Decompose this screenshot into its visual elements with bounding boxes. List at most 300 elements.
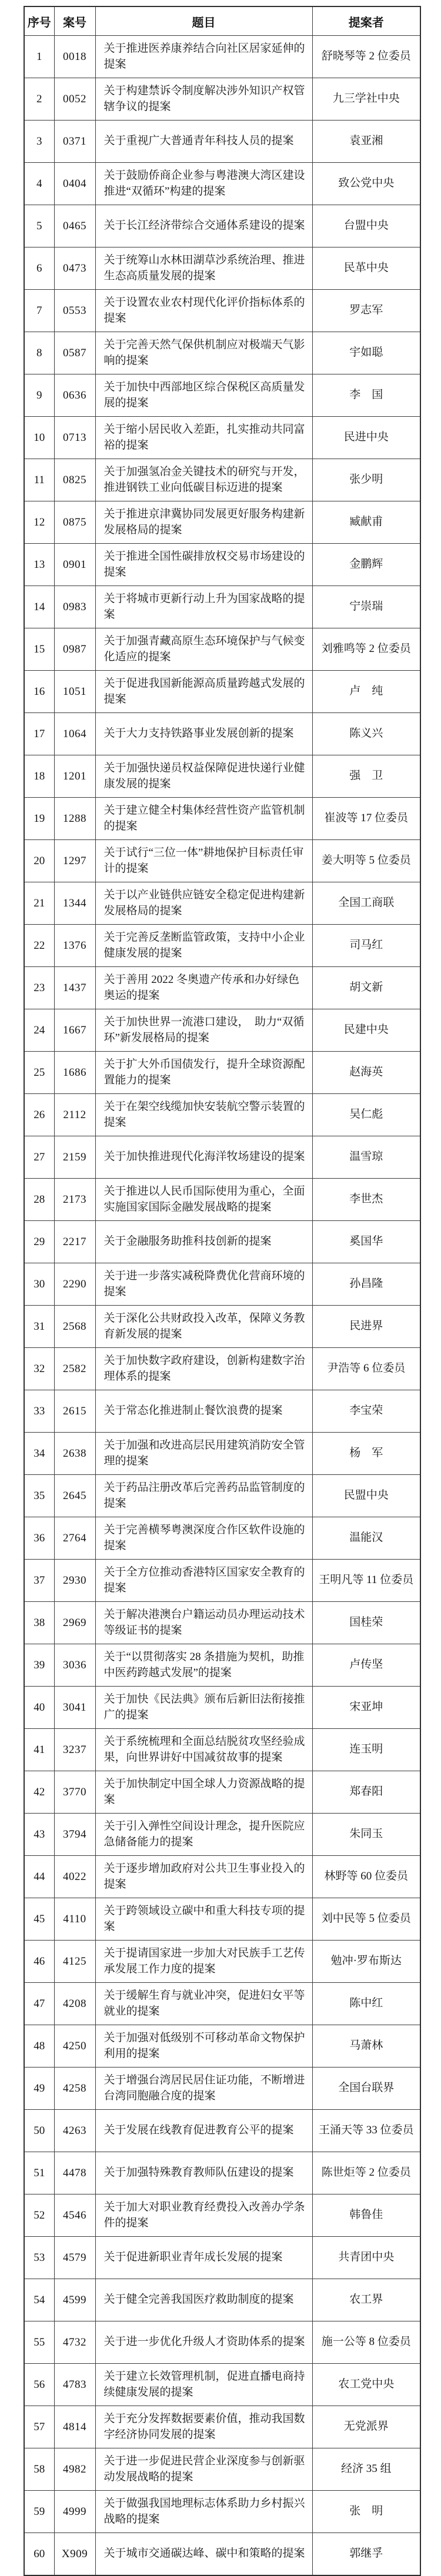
row-case-number: 2930 bbox=[54, 1560, 95, 1602]
row-seq: 29 bbox=[24, 1221, 54, 1263]
row-proposer: 姜大明等 5 位委员 bbox=[312, 840, 420, 882]
table-row bbox=[24, 1644, 420, 1687]
row-proposer: 强 卫 bbox=[312, 755, 420, 798]
row-case-number: 0018 bbox=[54, 36, 95, 78]
row-case-number: 0901 bbox=[54, 544, 95, 586]
row-seq: 53 bbox=[24, 2237, 54, 2279]
table-row bbox=[24, 1348, 420, 1390]
row-case-number: 0052 bbox=[54, 78, 95, 121]
row-title: 关于全方位推动香港特区国家安全教育的提案 bbox=[95, 1560, 312, 1602]
table-header-row bbox=[24, 6, 420, 36]
row-title: 关于建立长效管理机制，促进直播电商持续健康发展的提案 bbox=[95, 2364, 312, 2406]
row-proposer: 孙昌隆 bbox=[312, 1263, 420, 1306]
row-seq: 39 bbox=[24, 1644, 54, 1687]
row-title: 关于提请国家进一步加大对民族手工艺传承发展工作力度的提案 bbox=[95, 1941, 312, 1983]
row-title: 关于城市交通碳达峰、碳中和策略的提案 bbox=[95, 2533, 312, 2576]
row-title: 关于健全完善我国医疗救助制度的提案 bbox=[95, 2279, 312, 2321]
row-case-number: 4814 bbox=[54, 2406, 95, 2448]
table-row bbox=[24, 586, 420, 628]
row-case-number: 0875 bbox=[54, 501, 95, 544]
row-title: 关于加快中西部地区综合保税区高质量发展的提案 bbox=[95, 374, 312, 417]
row-proposer: 九三学社中央 bbox=[312, 78, 420, 121]
row-proposer: 郑春阳 bbox=[312, 1771, 420, 1814]
row-proposer: 施一公等 8 位委员 bbox=[312, 2321, 420, 2364]
row-seq: 8 bbox=[24, 332, 54, 374]
row-title: 关于设置农业农村现代化评价指标体系的提案 bbox=[95, 290, 312, 332]
row-case-number: 1344 bbox=[54, 882, 95, 925]
row-case-number: 2582 bbox=[54, 1348, 95, 1390]
row-case-number: 3041 bbox=[54, 1687, 95, 1729]
row-title: 关于促进我国新能源高质量跨越式发展的提案 bbox=[95, 671, 312, 713]
row-proposer: 韩鲁佳 bbox=[312, 2194, 420, 2237]
row-title: 关于深化公共财政投入改革，保障义务教育新发展的提案 bbox=[95, 1306, 312, 1348]
row-case-number: 1667 bbox=[54, 1009, 95, 1052]
row-title: 关于增强台湾居民居住证功能，不断增进台湾同胞融合度的提案 bbox=[95, 2068, 312, 2110]
row-proposer: 金鹏辉 bbox=[312, 544, 420, 586]
table-row bbox=[24, 501, 420, 544]
row-proposer: 温能汉 bbox=[312, 1517, 420, 1560]
row-seq: 52 bbox=[24, 2194, 54, 2237]
row-seq: 43 bbox=[24, 1814, 54, 1856]
row-title: 关于扩大外币国债发行，提升全球资源配置能力的提案 bbox=[95, 1052, 312, 1094]
table-row bbox=[24, 2448, 420, 2491]
row-case-number: 3770 bbox=[54, 1771, 95, 1814]
row-proposer: 勉冲·罗布斯达 bbox=[312, 1941, 420, 1983]
row-proposer: 全国工商联 bbox=[312, 882, 420, 925]
row-title: 关于鼓励侨商企业参与粤港澳大湾区建设推进“双循环”构建的提案 bbox=[95, 163, 312, 205]
row-case-number: 2159 bbox=[54, 1136, 95, 1179]
row-seq: 19 bbox=[24, 798, 54, 840]
row-title: 关于完善天然气保供机制应对极端天气影响的提案 bbox=[95, 332, 312, 374]
row-title: 关于加快世界一流港口建设， 助力“双循环”新发展格局的提案 bbox=[95, 1009, 312, 1052]
table-row bbox=[24, 2068, 420, 2110]
row-proposer: 李 国 bbox=[312, 374, 420, 417]
row-case-number: 1051 bbox=[54, 671, 95, 713]
row-proposer: 经济 35 组 bbox=[312, 2448, 420, 2491]
row-title: 关于“以贯彻落实 28 条措施为契机，助推中医药跨越式发展”的提案 bbox=[95, 1644, 312, 1687]
row-case-number: 1201 bbox=[54, 755, 95, 798]
row-title: 关于促进新职业青年成长发展的提案 bbox=[95, 2237, 312, 2279]
row-case-number: 2112 bbox=[54, 1094, 95, 1136]
row-case-number: 3036 bbox=[54, 1644, 95, 1687]
table-row bbox=[24, 1221, 420, 1263]
row-seq: 17 bbox=[24, 713, 54, 755]
row-seq: 30 bbox=[24, 1263, 54, 1306]
row-title: 关于加快数字政府建设，创新构建数字治理体系的提案 bbox=[95, 1348, 312, 1390]
row-seq: 28 bbox=[24, 1179, 54, 1221]
row-title: 关于引入弹性空间设计理念，提升医院应急储备能力的提案 bbox=[95, 1814, 312, 1856]
row-case-number: 1686 bbox=[54, 1052, 95, 1094]
row-case-number: 4982 bbox=[54, 2448, 95, 2491]
table-row bbox=[24, 417, 420, 459]
row-proposer: 共青团中央 bbox=[312, 2237, 420, 2279]
row-proposer: 宋亚坤 bbox=[312, 1687, 420, 1729]
row-seq: 41 bbox=[24, 1729, 54, 1771]
row-seq: 37 bbox=[24, 1560, 54, 1602]
row-case-number: 0983 bbox=[54, 586, 95, 628]
table-row bbox=[24, 1941, 420, 1983]
row-proposer: 全国台联界 bbox=[312, 2068, 420, 2110]
row-case-number: 2568 bbox=[54, 1306, 95, 1348]
row-case-number: 4579 bbox=[54, 2237, 95, 2279]
table-row bbox=[24, 290, 420, 332]
row-title: 关于常态化推进制止餐饮浪费的提案 bbox=[95, 1390, 312, 1433]
row-title: 关于进一步优化升级人才资助体系的提案 bbox=[95, 2321, 312, 2364]
table-row bbox=[24, 1814, 420, 1856]
row-title: 关于推进以人民币国际使用为重心，全面实施国家国际金融发展战略的提案 bbox=[95, 1179, 312, 1221]
row-seq: 25 bbox=[24, 1052, 54, 1094]
row-proposer: 王涌天等 33 位委员 bbox=[312, 2110, 420, 2152]
row-case-number: 2764 bbox=[54, 1517, 95, 1560]
table-row bbox=[24, 967, 420, 1009]
row-seq: 59 bbox=[24, 2491, 54, 2533]
table-row bbox=[24, 2491, 420, 2533]
row-proposer: 司马红 bbox=[312, 925, 420, 967]
row-case-number: 0636 bbox=[54, 374, 95, 417]
table-row bbox=[24, 1433, 420, 1475]
row-case-number: 3794 bbox=[54, 1814, 95, 1856]
row-seq: 3 bbox=[24, 121, 54, 163]
row-case-number: 1288 bbox=[54, 798, 95, 840]
row-title: 关于加强快递员权益保障促进快递行业健康发展的提案 bbox=[95, 755, 312, 798]
row-title: 关于以产业链供应链安全稳定促进构建新发展格局的提案 bbox=[95, 882, 312, 925]
row-case-number: 0371 bbox=[54, 121, 95, 163]
row-case-number: 0404 bbox=[54, 163, 95, 205]
table-row bbox=[24, 2364, 420, 2406]
row-case-number: 4478 bbox=[54, 2152, 95, 2194]
row-proposer: 张少明 bbox=[312, 459, 420, 501]
row-seq: 5 bbox=[24, 205, 54, 247]
row-title: 关于重视广大普通青年科技人员的提案 bbox=[95, 121, 312, 163]
row-proposer: 刘雅鸣等 2 位委员 bbox=[312, 628, 420, 671]
row-proposer: 陈义兴 bbox=[312, 713, 420, 755]
row-title: 关于药品注册改革后完善药品监管制度的提案 bbox=[95, 1475, 312, 1517]
table-row bbox=[24, 882, 420, 925]
row-title: 关于善用 2022 冬奥遗产传承和办好绿色奥运的提案 bbox=[95, 967, 312, 1009]
table-row bbox=[24, 2237, 420, 2279]
table-row bbox=[24, 1136, 420, 1179]
row-case-number: 2290 bbox=[54, 1263, 95, 1306]
table-row bbox=[24, 247, 420, 290]
proposal-table bbox=[24, 6, 421, 2576]
table-row bbox=[24, 2152, 420, 2194]
row-seq: 23 bbox=[24, 967, 54, 1009]
row-case-number: 0587 bbox=[54, 332, 95, 374]
table-row bbox=[24, 1390, 420, 1433]
table-row bbox=[24, 1983, 420, 2025]
table-row bbox=[24, 1009, 420, 1052]
table-row bbox=[24, 1856, 420, 1898]
row-seq: 10 bbox=[24, 417, 54, 459]
table-row bbox=[24, 1687, 420, 1729]
row-proposer: 民盟中央 bbox=[312, 1475, 420, 1517]
row-title: 关于加强特殊教育教师队伍建设的提案 bbox=[95, 2152, 312, 2194]
row-proposer: 赵海英 bbox=[312, 1052, 420, 1094]
row-title: 关于试行“三位一体”耕地保护目标责任审计的提案 bbox=[95, 840, 312, 882]
row-title: 关于加大对职业教育经费投入改善办学条件的提案 bbox=[95, 2194, 312, 2237]
row-case-number: 0825 bbox=[54, 459, 95, 501]
row-proposer: 林野等 60 位委员 bbox=[312, 1856, 420, 1898]
table-row bbox=[24, 671, 420, 713]
table-row bbox=[24, 798, 420, 840]
row-title: 关于加强青藏高原生态环境保护与气候变化适应的提案 bbox=[95, 628, 312, 671]
row-seq: 51 bbox=[24, 2152, 54, 2194]
row-proposer: 吴仁彪 bbox=[312, 1094, 420, 1136]
table-row bbox=[24, 1094, 420, 1136]
row-seq: 55 bbox=[24, 2321, 54, 2364]
row-seq: 14 bbox=[24, 586, 54, 628]
row-title: 关于建立健全村集体经营性资产监管机制的提案 bbox=[95, 798, 312, 840]
row-proposer: 民建中央 bbox=[312, 1009, 420, 1052]
row-proposer: 臧献甫 bbox=[312, 501, 420, 544]
row-case-number: 4208 bbox=[54, 1983, 95, 2025]
row-seq: 58 bbox=[24, 2448, 54, 2491]
row-title: 关于解决港澳台户籍运动员办理运动技术等级证书的提案 bbox=[95, 1602, 312, 1644]
table-row bbox=[24, 374, 420, 417]
row-seq: 4 bbox=[24, 163, 54, 205]
row-proposer: 马萧林 bbox=[312, 2025, 420, 2068]
row-case-number: 1376 bbox=[54, 925, 95, 967]
row-seq: 21 bbox=[24, 882, 54, 925]
row-proposer: 连玉明 bbox=[312, 1729, 420, 1771]
row-seq: 49 bbox=[24, 2068, 54, 2110]
row-title: 关于跨领域设立碳中和重大科技专项的提案 bbox=[95, 1898, 312, 1941]
row-seq: 44 bbox=[24, 1856, 54, 1898]
row-seq: 47 bbox=[24, 1983, 54, 2025]
row-title: 关于在架空线缆加快安装航空警示装置的提案 bbox=[95, 1094, 312, 1136]
row-seq: 16 bbox=[24, 671, 54, 713]
row-title: 关于金融服务助推科技创新的提案 bbox=[95, 1221, 312, 1263]
row-title: 关于进一步落实减税降费优化营商环境的提案 bbox=[95, 1263, 312, 1306]
row-seq: 24 bbox=[24, 1009, 54, 1052]
row-seq: 31 bbox=[24, 1306, 54, 1348]
row-case-number: 4258 bbox=[54, 2068, 95, 2110]
row-title: 关于完善横琴粤澳深度合作区软件设施的提案 bbox=[95, 1517, 312, 1560]
row-seq: 11 bbox=[24, 459, 54, 501]
table-row bbox=[24, 2194, 420, 2237]
row-proposer: 卢传坚 bbox=[312, 1644, 420, 1687]
row-proposer: 温雪琼 bbox=[312, 1136, 420, 1179]
row-title: 关于统筹山水林田湖草沙系统治理、推进生态高质量发展的提案 bbox=[95, 247, 312, 290]
row-proposer: 宇如聪 bbox=[312, 332, 420, 374]
row-seq: 35 bbox=[24, 1475, 54, 1517]
table-row bbox=[24, 36, 420, 78]
row-seq: 46 bbox=[24, 1941, 54, 1983]
table-row bbox=[24, 459, 420, 501]
row-seq: 15 bbox=[24, 628, 54, 671]
table-row bbox=[24, 1560, 420, 1602]
table-row bbox=[24, 1179, 420, 1221]
row-seq: 50 bbox=[24, 2110, 54, 2152]
row-proposer: 奚国华 bbox=[312, 1221, 420, 1263]
row-seq: 60 bbox=[24, 2533, 54, 2576]
row-seq: 9 bbox=[24, 374, 54, 417]
row-seq: 6 bbox=[24, 247, 54, 290]
row-case-number: 0465 bbox=[54, 205, 95, 247]
row-seq: 2 bbox=[24, 78, 54, 121]
row-proposer: 台盟中央 bbox=[312, 205, 420, 247]
row-title: 关于加强和改进高层民用建筑消防安全管理的提案 bbox=[95, 1433, 312, 1475]
row-case-number: 2645 bbox=[54, 1475, 95, 1517]
row-title: 关于加强对低级别不可移动革命文物保护利用的提案 bbox=[95, 2025, 312, 2068]
table-row bbox=[24, 628, 420, 671]
row-proposer: 刘中民等 5 位委员 bbox=[312, 1898, 420, 1941]
table-row bbox=[24, 163, 420, 205]
col-header-proposer: 提案者 bbox=[312, 6, 420, 36]
row-proposer: 宁崇瑞 bbox=[312, 586, 420, 628]
row-case-number: 1437 bbox=[54, 967, 95, 1009]
table-row bbox=[24, 1306, 420, 1348]
row-title: 关于发展在线教育促进教育公平的提案 bbox=[95, 2110, 312, 2152]
row-seq: 38 bbox=[24, 1602, 54, 1644]
col-header-title: 题目 bbox=[95, 6, 312, 36]
table-row bbox=[24, 2406, 420, 2448]
table-row bbox=[24, 2279, 420, 2321]
table-row bbox=[24, 1771, 420, 1814]
row-title: 关于加强氢冶金关键技术的研究与开发，推进钢铁工业向低碳目标迈进的提案 bbox=[95, 459, 312, 501]
row-seq: 57 bbox=[24, 2406, 54, 2448]
table-row bbox=[24, 332, 420, 374]
row-case-number: 0987 bbox=[54, 628, 95, 671]
table-row bbox=[24, 2025, 420, 2068]
row-proposer: 朱同玉 bbox=[312, 1814, 420, 1856]
row-proposer: 崔波等 17 位委员 bbox=[312, 798, 420, 840]
row-title: 关于推进医养康养结合向社区居家延伸的提案 bbox=[95, 36, 312, 78]
table-body bbox=[24, 36, 420, 2576]
row-proposer: 张 明 bbox=[312, 2491, 420, 2533]
row-title: 关于长江经济带综合交通体系建设的提案 bbox=[95, 205, 312, 247]
row-title: 关于进一步促进民营企业深度参与创新驱动发展战略的提案 bbox=[95, 2448, 312, 2491]
row-proposer: 李宝荣 bbox=[312, 1390, 420, 1433]
row-title: 关于系统梳理和全面总结脱贫攻坚经验成果，向世界讲好中国减贫故事的提案 bbox=[95, 1729, 312, 1771]
row-seq: 13 bbox=[24, 544, 54, 586]
table-row bbox=[24, 840, 420, 882]
col-header-case-number: 案号 bbox=[54, 6, 95, 36]
row-case-number: 4110 bbox=[54, 1898, 95, 1941]
table-row bbox=[24, 925, 420, 967]
row-case-number: 4599 bbox=[54, 2279, 95, 2321]
col-header-seq: 序号 bbox=[24, 6, 54, 36]
row-seq: 54 bbox=[24, 2279, 54, 2321]
row-case-number: 1064 bbox=[54, 713, 95, 755]
row-proposer: 陈中红 bbox=[312, 1983, 420, 2025]
row-title: 关于构建禁诉令制度解决涉外知识产权管辖争议的提案 bbox=[95, 78, 312, 121]
row-title: 关于加快制定中国全球人力资源战略的提案 bbox=[95, 1771, 312, 1814]
row-proposer: 王明凡等 11 位委员 bbox=[312, 1560, 420, 1602]
row-seq: 48 bbox=[24, 2025, 54, 2068]
row-proposer: 卢 纯 bbox=[312, 671, 420, 713]
row-seq: 34 bbox=[24, 1433, 54, 1475]
row-proposer: 尹浩等 6 位委员 bbox=[312, 1348, 420, 1390]
table-row bbox=[24, 1052, 420, 1094]
row-proposer: 杨 军 bbox=[312, 1433, 420, 1475]
row-proposer: 农工党中央 bbox=[312, 2364, 420, 2406]
table-row bbox=[24, 205, 420, 247]
row-title: 关于逐步增加政府对公共卫生事业投入的提案 bbox=[95, 1856, 312, 1898]
table-row bbox=[24, 1263, 420, 1306]
row-title: 关于充分发挥数据要素价值，推动我国数字经济协同发展的提案 bbox=[95, 2406, 312, 2448]
row-seq: 27 bbox=[24, 1136, 54, 1179]
row-case-number: 4546 bbox=[54, 2194, 95, 2237]
row-seq: 26 bbox=[24, 1094, 54, 1136]
table-row bbox=[24, 121, 420, 163]
table-row bbox=[24, 713, 420, 755]
row-title: 关于缩小居民收入差距，扎实推动共同富裕的提案 bbox=[95, 417, 312, 459]
row-case-number: 2969 bbox=[54, 1602, 95, 1644]
row-proposer: 致公党中央 bbox=[312, 163, 420, 205]
row-case-number: X909 bbox=[54, 2533, 95, 2576]
table-row bbox=[24, 1475, 420, 1517]
row-proposer: 无党派界 bbox=[312, 2406, 420, 2448]
row-proposer: 袁亚湘 bbox=[312, 121, 420, 163]
row-case-number: 4999 bbox=[54, 2491, 95, 2533]
row-title: 关于推进全国性碳排放权交易市场建设的提案 bbox=[95, 544, 312, 586]
table-row bbox=[24, 755, 420, 798]
row-proposer: 舒晓琴等 2 位委员 bbox=[312, 36, 420, 78]
row-seq: 12 bbox=[24, 501, 54, 544]
row-case-number: 0713 bbox=[54, 417, 95, 459]
row-case-number: 2173 bbox=[54, 1179, 95, 1221]
row-case-number: 4250 bbox=[54, 2025, 95, 2068]
table-row bbox=[24, 544, 420, 586]
row-case-number: 3237 bbox=[54, 1729, 95, 1771]
row-case-number: 0473 bbox=[54, 247, 95, 290]
row-proposer: 国桂荣 bbox=[312, 1602, 420, 1644]
row-title: 关于将城市更新行动上升为国家战略的提案 bbox=[95, 586, 312, 628]
row-title: 关于做强我国地理标志体系助力乡村振兴战略的提案 bbox=[95, 2491, 312, 2533]
row-seq: 42 bbox=[24, 1771, 54, 1814]
row-title: 关于大力支持铁路事业发展创新的提案 bbox=[95, 713, 312, 755]
row-case-number: 4125 bbox=[54, 1941, 95, 1983]
row-seq: 18 bbox=[24, 755, 54, 798]
row-case-number: 2615 bbox=[54, 1390, 95, 1433]
row-proposer: 罗志军 bbox=[312, 290, 420, 332]
table-row bbox=[24, 1517, 420, 1560]
row-proposer: 民进中央 bbox=[312, 417, 420, 459]
row-proposer: 陈世炬等 2 位委员 bbox=[312, 2152, 420, 2194]
table-row bbox=[24, 1898, 420, 1941]
row-proposer: 胡文新 bbox=[312, 967, 420, 1009]
row-case-number: 2638 bbox=[54, 1433, 95, 1475]
row-seq: 45 bbox=[24, 1898, 54, 1941]
row-case-number: 4022 bbox=[54, 1856, 95, 1898]
row-seq: 20 bbox=[24, 840, 54, 882]
row-seq: 7 bbox=[24, 290, 54, 332]
row-title: 关于加快《民法典》颁布后新旧法衔接推广的提案 bbox=[95, 1687, 312, 1729]
row-title: 关于缓解生育与就业冲突，促进妇女平等就业的提案 bbox=[95, 1983, 312, 2025]
table-row bbox=[24, 2110, 420, 2152]
row-title: 关于加快推进现代化海洋牧场建设的提案 bbox=[95, 1136, 312, 1179]
row-proposer: 郭继孚 bbox=[312, 2533, 420, 2576]
row-seq: 56 bbox=[24, 2364, 54, 2406]
table-row bbox=[24, 2321, 420, 2364]
row-seq: 32 bbox=[24, 1348, 54, 1390]
table-row bbox=[24, 78, 420, 121]
row-case-number: 4732 bbox=[54, 2321, 95, 2364]
row-case-number: 0553 bbox=[54, 290, 95, 332]
row-seq: 22 bbox=[24, 925, 54, 967]
row-seq: 1 bbox=[24, 36, 54, 78]
row-title: 关于完善反垄断监管政策，支持中小企业健康发展的提案 bbox=[95, 925, 312, 967]
row-seq: 40 bbox=[24, 1687, 54, 1729]
row-seq: 33 bbox=[24, 1390, 54, 1433]
table-row bbox=[24, 1602, 420, 1644]
row-case-number: 4783 bbox=[54, 2364, 95, 2406]
row-proposer: 民革中央 bbox=[312, 247, 420, 290]
row-case-number: 1297 bbox=[54, 840, 95, 882]
row-seq: 36 bbox=[24, 1517, 54, 1560]
table-row bbox=[24, 2533, 420, 2576]
